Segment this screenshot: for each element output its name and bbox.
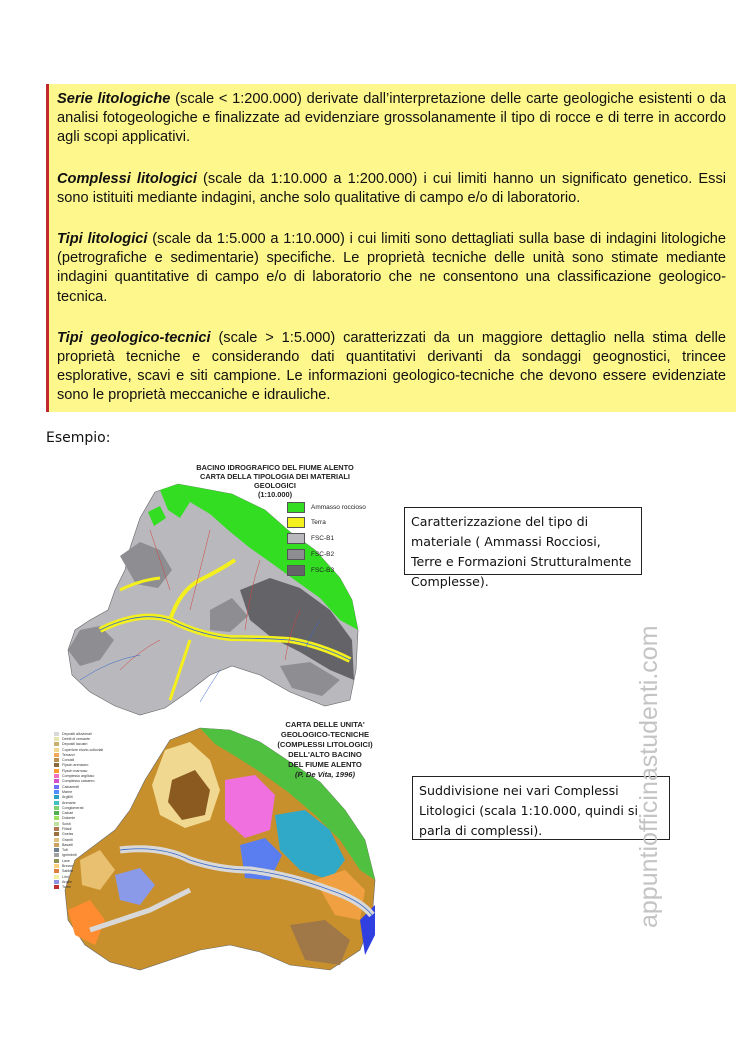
map1-title: [180, 463, 370, 499]
legend-label: Flysch marnoso: [62, 768, 88, 773]
legend-label: Flysch arenaceo: [62, 763, 89, 768]
legend-label: Conglomerati: [62, 805, 84, 810]
legend-swatch: [54, 801, 59, 805]
map2-title-line: (COMPLESSI LITOLOGICI): [277, 740, 373, 749]
legend-label: Dolomie: [62, 816, 76, 821]
legend-swatch: [54, 763, 59, 767]
legend-swatch: [287, 565, 305, 576]
legend-label: FSC-B1: [311, 535, 335, 542]
legend-label: Calcareniti: [62, 784, 79, 789]
legend-swatch: [54, 869, 59, 873]
map1-title-line: BACINO IDROGRAFICO DEL FIUME ALENTO: [196, 463, 354, 472]
legend-swatch: [287, 502, 305, 513]
map1-legend-item: [287, 565, 334, 576]
legend-swatch: [54, 742, 59, 746]
legend-label: Marne: [62, 789, 73, 794]
legend-swatch: [287, 533, 305, 544]
legend-swatch: [54, 737, 59, 741]
legend-label: Scisti: [62, 821, 71, 826]
legend-swatch: [54, 769, 59, 773]
legend-swatch: [54, 811, 59, 815]
legend-swatch: [54, 758, 59, 762]
term-serie-litologiche: Serie litologiche: [57, 91, 171, 107]
legend-label: Gneiss: [62, 832, 74, 837]
legend-swatch: [54, 885, 59, 889]
legend-label: Sabbie: [62, 869, 74, 874]
legend-swatch: [54, 785, 59, 789]
legend-label: Depositi alluvionali: [62, 731, 92, 736]
definition-complessi-litologici: [57, 170, 726, 208]
legend-label: Ammasso roccioso: [311, 504, 366, 511]
legend-label: Argille: [62, 879, 72, 884]
legend-swatch: [54, 822, 59, 826]
definition-text: (scale da 1:5.000 a 1:10.000) i cui limiti sono dettagliati sulla base di indagini litologiche (petrografiche e sedimentarie) specifiche. Le proprietà tecniche delle unità sono stimate mediante indagini quantitative di campo e/o di laboratorio che ne consentono una classificazione geologico-tecnica.: [57, 231, 726, 305]
definition-tipi-litologici: [57, 230, 726, 307]
legend-swatch: [54, 795, 59, 799]
legend-label: Ignimbriti: [62, 853, 77, 858]
legend-label: Torbe: [62, 885, 71, 890]
definition-text: (scale < 1:200.000) derivate dall’interpretazione delle carte geologiche esistenti o da analisi fotogeologiche e finalizzate ad evidenziare grossolanamente il tipo di rocce e di terre in accordo agli scopi applicativi.: [57, 91, 726, 146]
legend-label: Coperture eluvio-colluviali: [62, 747, 104, 752]
legend-swatch: [54, 864, 59, 868]
definition-text: (scale da 1:10.000 a 1:200.000) i cui limiti hanno un significato genetico. Essi sono istituiti mediante indagini, anche solo qualitative di campo e/o di laboratorio.: [57, 170, 726, 206]
legend-label: Depositi lacustri: [62, 742, 88, 747]
legend-swatch: [54, 748, 59, 752]
legend-swatch: [54, 753, 59, 757]
caption-lithologic-complexes: Suddivisione nei vari Complessi Litologici (scala 1:10.000, quindi si parla di complessi).: [412, 776, 670, 840]
legend-swatch: [54, 875, 59, 879]
legend-label: Complesso argilloso: [62, 774, 95, 779]
legend-label: FSC-B3: [311, 567, 335, 574]
legend-swatch: [54, 779, 59, 783]
map2-legend-item: [54, 885, 154, 890]
legend-label: Graniti: [62, 837, 73, 842]
legend-label: Lave: [62, 858, 70, 863]
legend-swatch: [54, 827, 59, 831]
watermark: [630, 548, 666, 928]
definition-text: (scale > 1:5.000) caratterizzati da un maggiore dettaglio nella stima delle proprietà tecniche e considerando dati quantitativi derivanti da sondaggi geognostici, trincee esplorative, scavi e siti campione. Le informazioni geologico-tecniche che devono essere evidenziate sono le proprietà meccaniche e idrauliche.: [57, 329, 726, 404]
legend-swatch: [287, 549, 305, 560]
legend-label: Filladi: [62, 826, 72, 831]
legend-swatch: [54, 843, 59, 847]
legend-label: Tufi: [62, 848, 68, 853]
legend-swatch: [54, 774, 59, 778]
legend-label: Detriti di versante: [62, 736, 90, 741]
map2-title-line: DEL FIUME ALENTO: [288, 760, 362, 769]
map2-title-line: DELL'ALTO BACINO: [288, 750, 362, 759]
legend-label: Argilliti: [62, 795, 73, 800]
caption-material-types: Caratterizzazione del tipo di materiale ( Ammassi Rocciosi, Terre e Formazioni Strutturalmente Complesse).: [404, 507, 642, 575]
example-label: Esempio:: [46, 430, 111, 446]
legend-label: Basalti: [62, 842, 73, 847]
map1-title-line: (1:10.000): [257, 490, 293, 499]
legend-label: Conoidi: [62, 758, 75, 763]
legend-swatch: [54, 732, 59, 736]
legend-swatch: [54, 880, 59, 884]
watermark-text: appuntiofficinastudenti.com: [635, 625, 663, 928]
legend-swatch: [287, 517, 305, 528]
legend-label: Terra: [311, 519, 326, 526]
map1-title-line: CARTA DELLA TIPOLOGIA DEI MATERIALI GEOLOGICI: [200, 472, 350, 490]
legend-swatch: [54, 838, 59, 842]
map2-legend: [54, 731, 154, 890]
map2-author: (P. De Vita, 1996): [295, 770, 355, 779]
legend-label: Complesso calcareo: [62, 779, 95, 784]
term-tipi-geologico-tecnici: Tipi geologico-tecnici: [57, 329, 211, 346]
legend-swatch: [54, 848, 59, 852]
legend-swatch: [54, 806, 59, 810]
legend-label: Brecce: [62, 864, 74, 869]
map2-title-line: GEOLOGICO-TECNICHE: [280, 730, 370, 739]
legend-label: Arenarie: [62, 800, 76, 805]
map1-legend-item: [287, 517, 326, 528]
definitions-box: [46, 84, 736, 412]
definition-serie-litologiche: [57, 90, 726, 148]
legend-label: FSC-B2: [311, 551, 335, 558]
legend-swatch: [54, 859, 59, 863]
legend-label: Terrazzi: [62, 752, 75, 757]
legend-swatch: [54, 832, 59, 836]
legend-swatch: [54, 816, 59, 820]
legend-swatch: [54, 790, 59, 794]
map2-title-line: CARTA DELLE UNITA': [285, 720, 365, 729]
legend-swatch: [54, 853, 59, 857]
map1-legend-item: [287, 549, 334, 560]
definition-tipi-geologico-tecnici: [57, 329, 726, 406]
map1-legend-item: [287, 533, 334, 544]
term-tipi-litologici: Tipi litologici: [57, 231, 148, 248]
term-complessi-litologici: Complessi litologici: [57, 170, 197, 187]
legend-label: Limi: [62, 874, 69, 879]
legend-label: Calcari: [62, 811, 74, 816]
map1-legend-item: [287, 502, 366, 513]
map2-title: [250, 720, 400, 780]
